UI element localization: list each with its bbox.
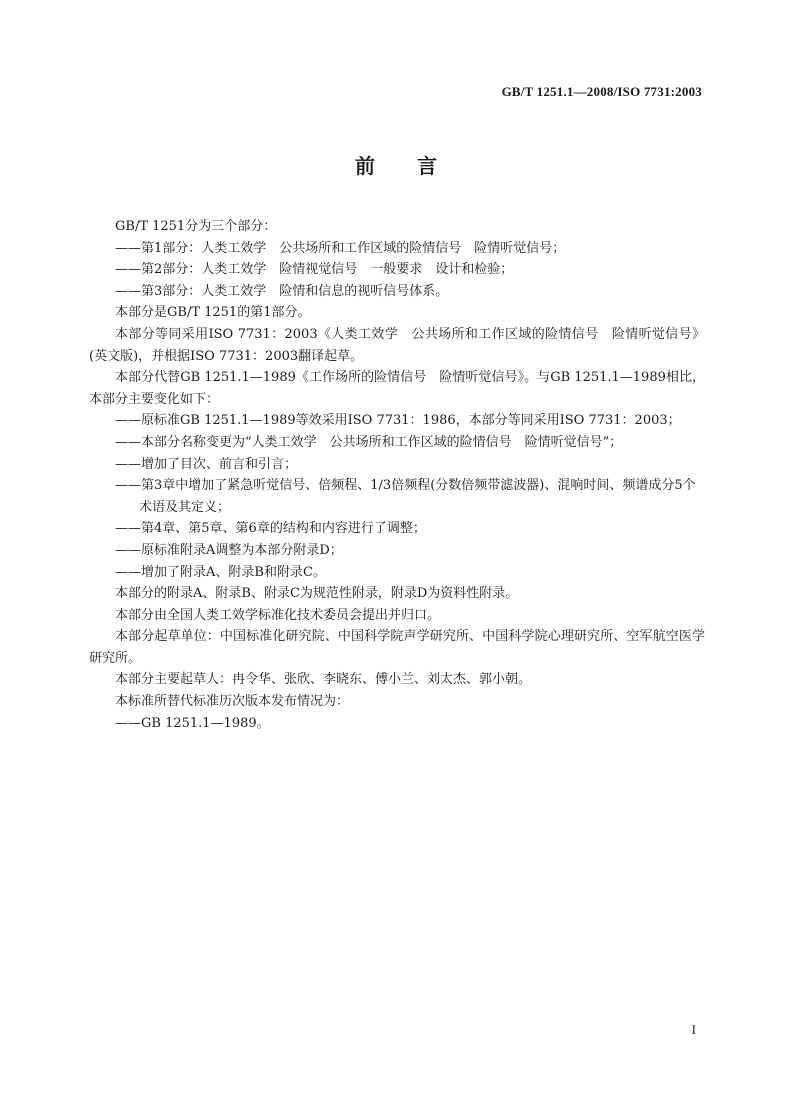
paragraph-history: 本标准所替代标准历次版本发布情况为： [115,694,350,710]
list-item-change4: ——第3章中增加了紧急听觉信号、倍频程、1/3倍频程(分数倍频带滤波器)、混响时间、频谱成分5个术语及其定义； [115,478,696,515]
page-title [0,150,792,179]
paragraph-proposer: 本部分由全国人类工效学标准化技术委员会提出并归口。 [115,607,441,623]
list-item-part3: ——第3部分：人类工效学 险情和信息的视听信号体系。 [115,283,449,299]
paragraph-this-part: 本部分是GB/T 1251的第1部分。 [115,305,311,321]
list-item-change5: ——第4章、第5章、第6章的结构和内容进行了调整； [115,521,426,537]
list-item-change2: ——本部分名称变更为“人类工效学 公共场所和工作区域的险情信号 险情听觉信号”； [115,434,623,450]
list-item-change6: ——原标准附录A调整为本部分附录D； [115,542,343,558]
standard-code: GB/T 1251.1—2008/ISO 7731:2003 [501,84,702,99]
list-item-history1: ——GB 1251.1—1989。 [115,715,270,731]
list-item-change7: ——增加了附录A、附录B和附录C。 [115,564,326,580]
paragraph-drafters: 本部分主要起草人：冉令华、张欣、李晓东、傅小兰、刘太杰、郭小朝。 [115,672,532,688]
list-item-part1: ——第1部分：人类工效学 公共场所和工作区域的险情信号 险情听觉信号； [115,240,566,256]
list-item-part2: ——第2部分：人类工效学 险情视觉信号 一般要求 设计和检验； [115,262,514,278]
paragraph-adoption: 本部分等同采用ISO 7731：2003《人类工效学 公共场所和工作区域的险情信号 险情听觉信号》(英文版)，并根据ISO 7731：2003翻译起草。 [89,326,705,364]
paragraph-parts: GB/T 1251分为三个部分： [115,219,277,234]
paragraph-drafting-units: 本部分起草单位：中国标准化研究院、中国科学院声学研究所、中国科学院心理研究所、空军航空医学研究所。 [89,629,705,666]
title-char-1: 前 [355,154,375,178]
page-number: I [691,1022,696,1037]
title-char-2: 言 [417,154,437,178]
list-item-change1: ——原标准GB 1251.1—1989等效采用ISO 7731：1986，本部分等同采用ISO 7731：2003； [115,413,681,429]
paragraph-replaces: 本部分代替GB 1251.1—1989《工作场所的险情信号 险情听觉信号》。与GB 1251.1—1989相比，本部分主要变化如下： [89,370,705,407]
paragraph-annexes: 本部分的附录A、附录B、附录C为规范性附录，附录D为资料性附录。 [115,586,519,602]
list-item-change3: ——增加了目次、前言和引言； [115,456,298,472]
foreword-body [89,216,705,734]
